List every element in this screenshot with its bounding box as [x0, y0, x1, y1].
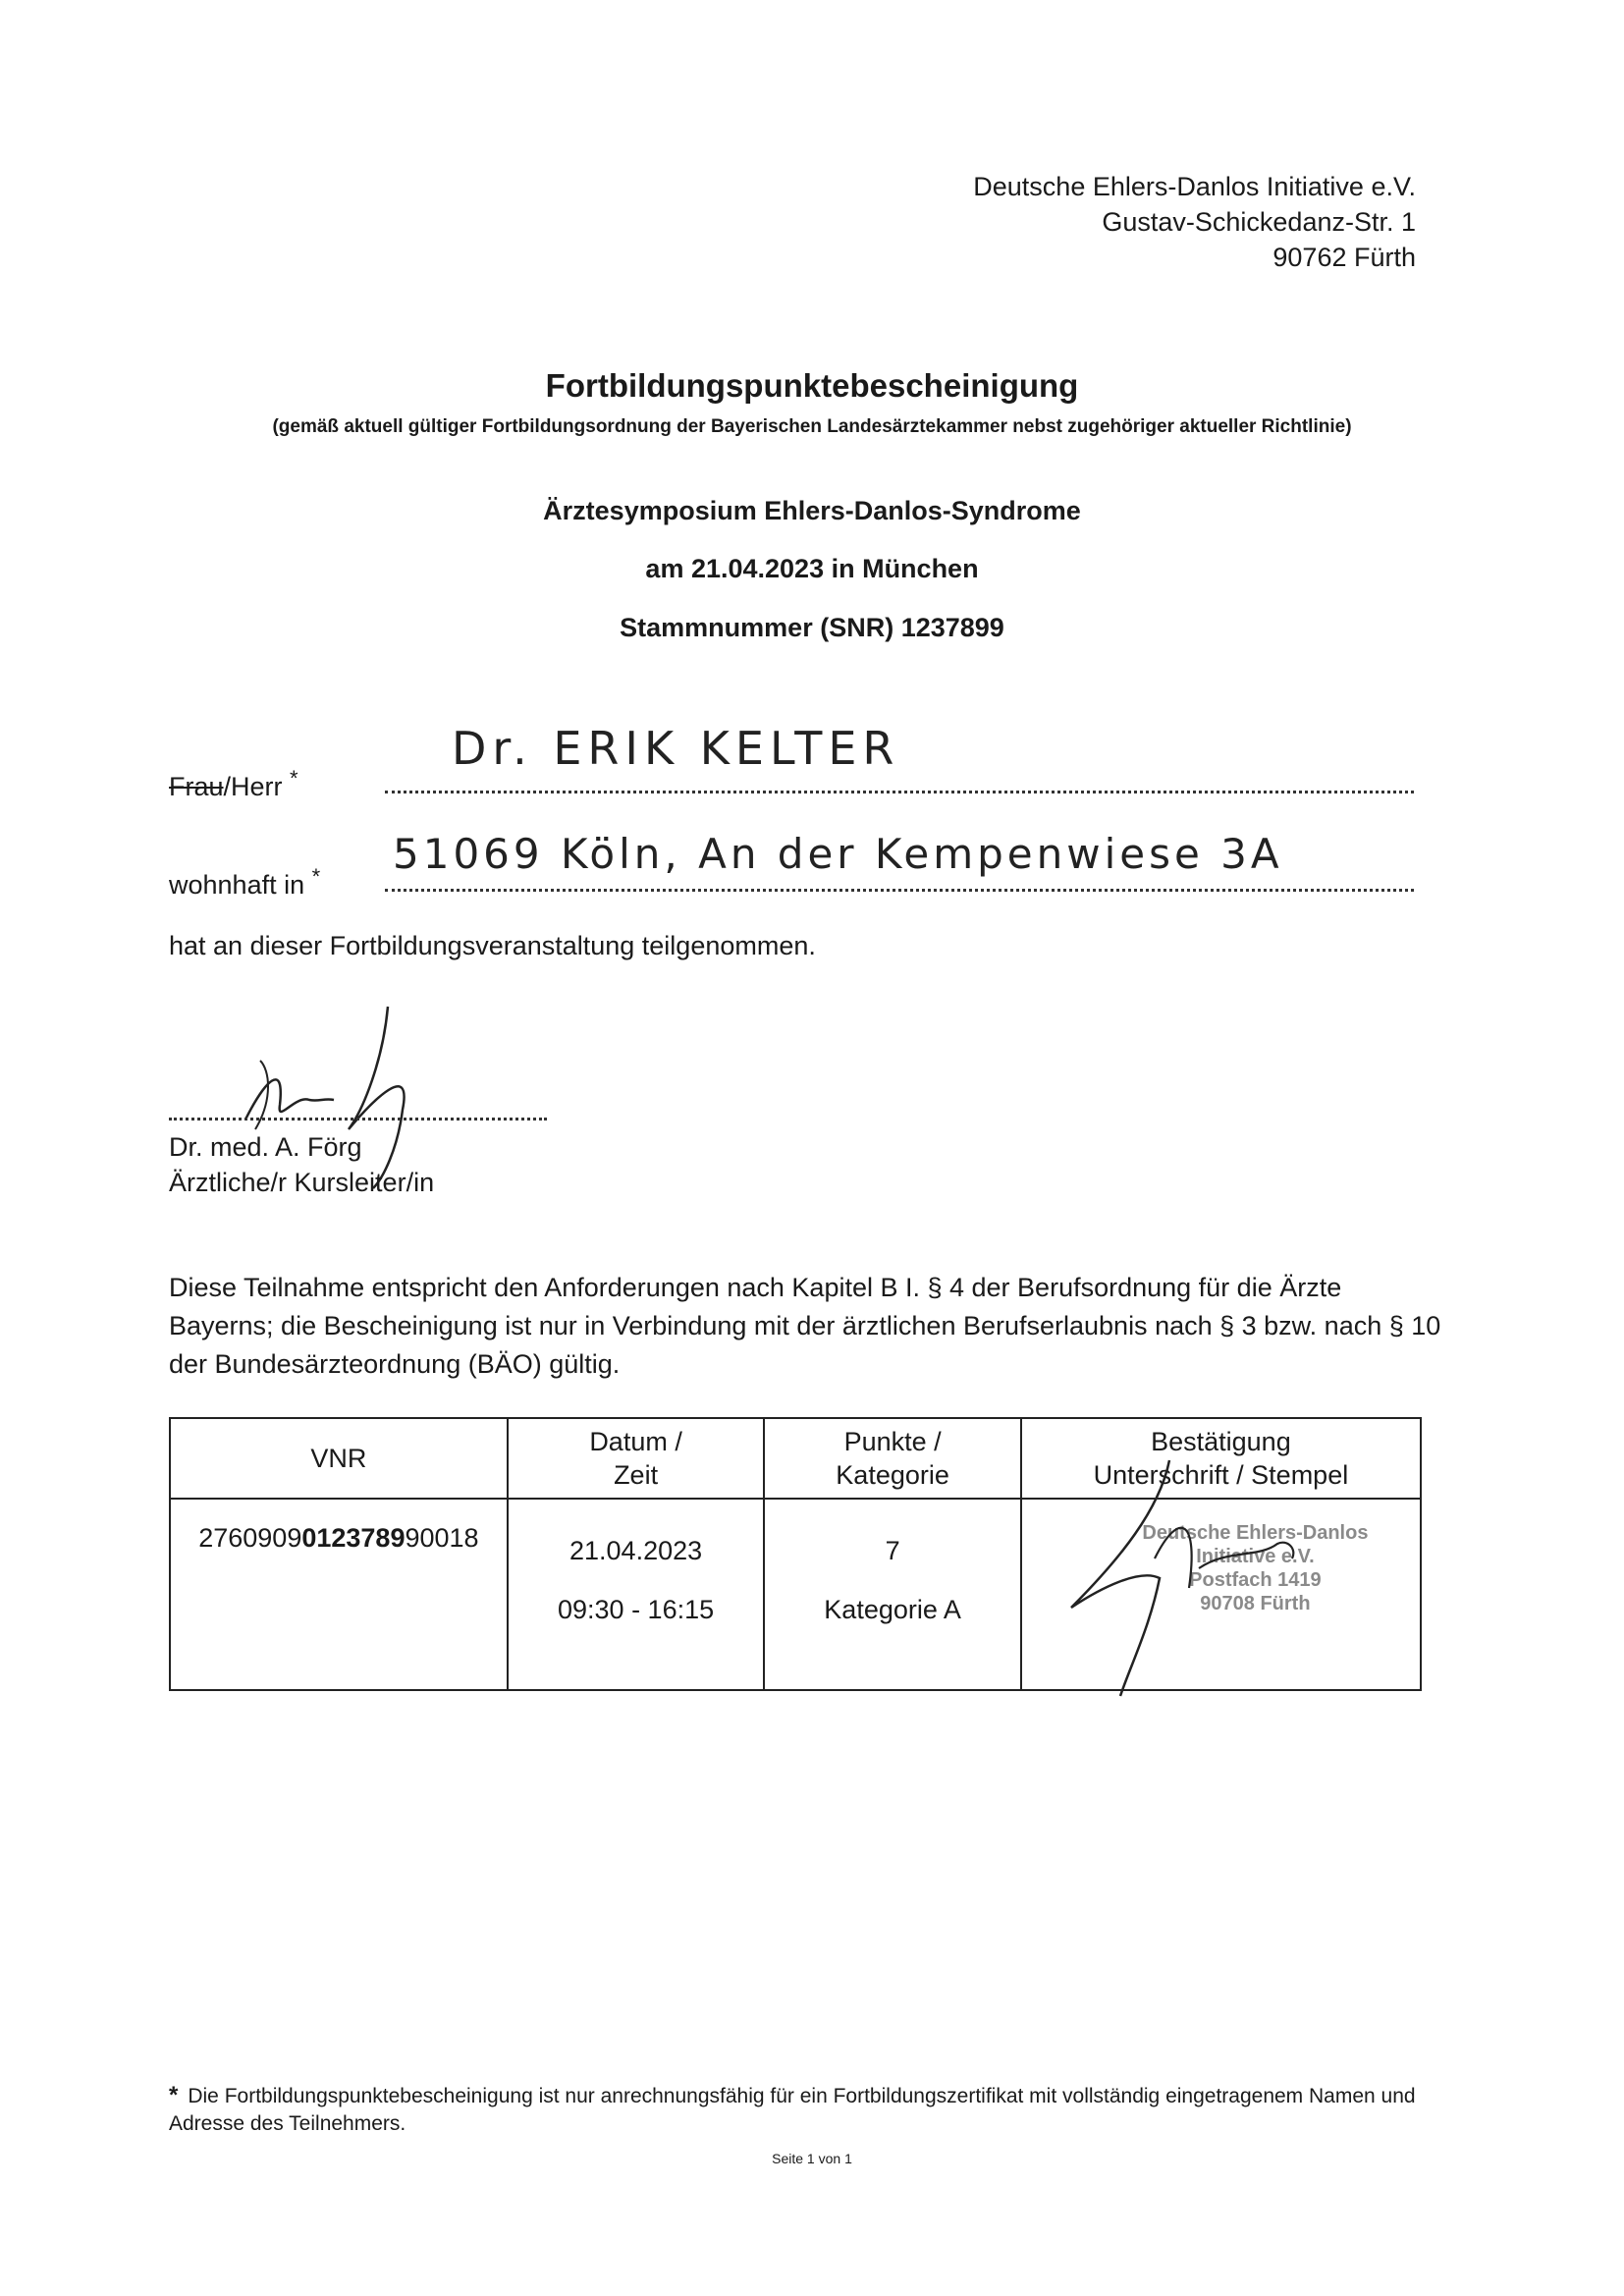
signature-dotted-line — [169, 1118, 547, 1121]
table-row — [170, 1499, 1421, 1690]
event-snr: Stammnummer (SNR) 1237899 — [620, 613, 1004, 642]
footnote-text: Die Fortbildungspunktebescheinigung ist nur anrechnungsfähig für ein Fortbildungszertifikat mit vollständig eingetragenem Namen und Adresse des Teilnehmers. — [169, 2085, 1416, 2135]
residence-handwritten: 51069 Köln, An der Kempenwiese 3A — [393, 830, 1283, 878]
residence-dotted-line — [385, 889, 1414, 892]
name-dotted-line — [385, 791, 1414, 793]
address-line-2: Gustav-Schickedanz-Str. 1 — [1102, 207, 1416, 237]
confirmation-signature — [1061, 1450, 1317, 1706]
cell-datum: 21.04.2023 09:30 - 16:15 — [508, 1499, 765, 1690]
header-punkte: Punkte / Kategorie — [764, 1418, 1020, 1499]
address-line-1: Deutsche Ehlers-Danlos Initiative e.V. — [973, 172, 1416, 201]
cell-punkte: 7 Kategorie A — [764, 1499, 1020, 1690]
signatory-role: Ärztliche/r Kursleiter/in — [169, 1168, 435, 1197]
footnote — [169, 2082, 1445, 2138]
cell-stamp — [1021, 1499, 1421, 1690]
residence-label: wohnhaft in * — [169, 864, 321, 900]
header-datum: Datum / Zeit — [508, 1418, 765, 1499]
document-subtitle: (gemäß aktuell gültiger Fortbildungsordnung der Bayerischen Landesärztekammer nebst zugehöriger aktueller Richtlinie) — [272, 416, 1352, 437]
participant-name-handwritten: Dr. ERIK KELTER — [452, 722, 900, 775]
address-line-3: 90762 Fürth — [1272, 243, 1416, 272]
signatory-block — [169, 1129, 434, 1200]
salutation-label — [169, 766, 298, 802]
header-bestaetigung: Bestätigung Unterschrift / Stempel — [1021, 1418, 1421, 1499]
salutation-rest: /Herr — [223, 772, 283, 801]
compliance-paragraph: Diese Teilnahme entspricht den Anforderungen nach Kapitel B I. § 4 der Berufsordnung für die Ärzte Bayerns; die Bescheinigung ist nur in Verbindung mit der ärztlichen Berufserlaubnis nach § 3 bzw. nach § 10 der Bundesärzteordnung (BÄO) gültig. — [169, 1273, 1441, 1379]
points-table — [169, 1417, 1422, 1691]
attended-statement: hat an dieser Fortbildungsveranstaltung teilgenommen. — [169, 931, 816, 960]
salutation-struck: Frau — [169, 772, 224, 801]
sender-address — [973, 169, 1416, 275]
cell-vnr: 2760909012378990018 — [170, 1499, 508, 1690]
event-name: Ärztesymposium Ehlers-Danlos-Syndrome — [543, 496, 1081, 525]
required-asterisk: * — [290, 766, 298, 791]
organization-stamp: Deutsche Ehlers-Danlos Initiative e.V. Postfach 1419 90708 Fürth — [1142, 1522, 1369, 1614]
page-number: Seite 1 von 1 — [772, 2151, 852, 2166]
signatory-name: Dr. med. A. Förg — [169, 1132, 362, 1162]
header-vnr: VNR — [170, 1418, 508, 1499]
event-date: am 21.04.2023 in München — [645, 554, 979, 583]
document-title: Fortbildungspunktebescheinigung — [545, 367, 1079, 404]
footnote-marker: * — [169, 2082, 179, 2108]
